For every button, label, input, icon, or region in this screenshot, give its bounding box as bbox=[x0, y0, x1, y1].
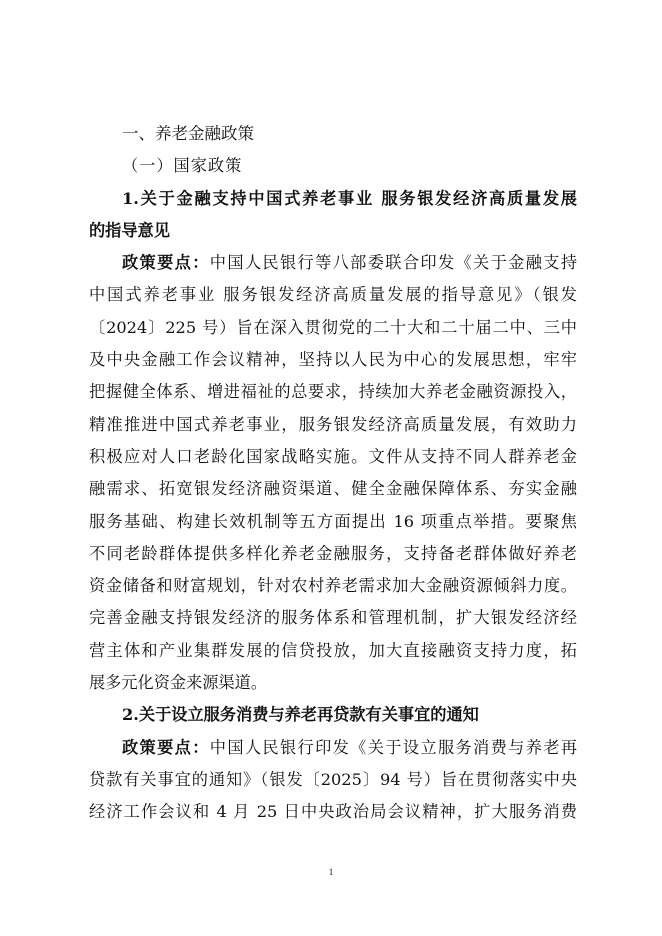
policy1-label: 政策要点： bbox=[122, 253, 210, 273]
policy1-paragraph-line: 营主体和产业集群发展的信贷投放，加大直接融资支持力度，拓 bbox=[89, 640, 577, 660]
policy1-paragraph-line: 资金储备和财富规划，针对农村养老需求加大金融资源倾斜力度。 bbox=[89, 576, 577, 596]
policy2-text: 中国人民银行印发《关于设立服务消费与养老再 bbox=[209, 737, 578, 757]
policy1-paragraph-first-line bbox=[89, 247, 577, 279]
page-number: 1 bbox=[328, 868, 334, 878]
policy1-paragraph-line: 服务基础、构建长效机制等五方面提出 16 项重点举措。要聚焦 bbox=[89, 511, 577, 531]
policy1-paragraph-line: 不同老龄群体提供多样化养老金融服务，支持备老群体做好养老 bbox=[89, 543, 577, 563]
section-heading: 一、养老金融政策 bbox=[122, 124, 254, 143]
policy2-paragraph-line: 经济工作会议和 4 月 25 日中央政治局会议精神，扩大服务消费 bbox=[89, 802, 577, 822]
policy2-paragraph-first-line bbox=[89, 732, 577, 764]
policy2-title: 2.关于设立服务消费与养老再贷款有关事宜的通知 bbox=[122, 705, 479, 725]
policy1-paragraph-line: 完善金融支持银发经济的服务体系和管理机制，扩大银发经济经 bbox=[89, 608, 577, 628]
policy1-title-line2: 的指导意见 bbox=[89, 220, 170, 240]
policy1-paragraph-line: 积极应对人口老龄化国家战略实施。文件从支持不同人群养老金 bbox=[89, 446, 577, 466]
policy1-paragraph-line: 及中央金融工作会议精神，坚持以人民为中心的发展思想，牢牢 bbox=[89, 350, 577, 370]
policy1-paragraph-line: 中国式养老事业 服务银发经济高质量发展的指导意见》（银发 bbox=[89, 285, 577, 305]
policy1-paragraph-line: 把握健全体系、增进福祉的总要求，持续加大养老金融资源投入， bbox=[89, 382, 577, 402]
policy1-paragraph-line: 展多元化资金来源渠道。 bbox=[89, 673, 268, 693]
policy1-title-line1: 1.关于金融支持中国式养老事业 服务银发经济高质量发展 bbox=[122, 188, 577, 208]
section-subheading: （一）国家政策 bbox=[122, 156, 243, 176]
policy2-label: 政策要点： bbox=[122, 737, 210, 757]
policy1-paragraph-line: 融需求、拓宽银发经济融资渠道、健全金融保障体系、夯实金融 bbox=[89, 479, 577, 499]
policy1-text: 中国人民银行等八部委联合印发《关于金融支持 bbox=[209, 253, 578, 273]
policy2-paragraph-line: 贷款有关事宜的通知》（银发〔2025〕94 号）旨在贯彻落实中央 bbox=[89, 769, 577, 789]
document-body bbox=[89, 118, 577, 829]
policy1-paragraph-line: 〔2024〕225 号）旨在深入贯彻党的二十大和二十届二中、三中 bbox=[89, 317, 577, 337]
policy1-paragraph-line: 精准推进中国式养老事业，服务银发经济高质量发展，有效助力 bbox=[89, 414, 577, 434]
